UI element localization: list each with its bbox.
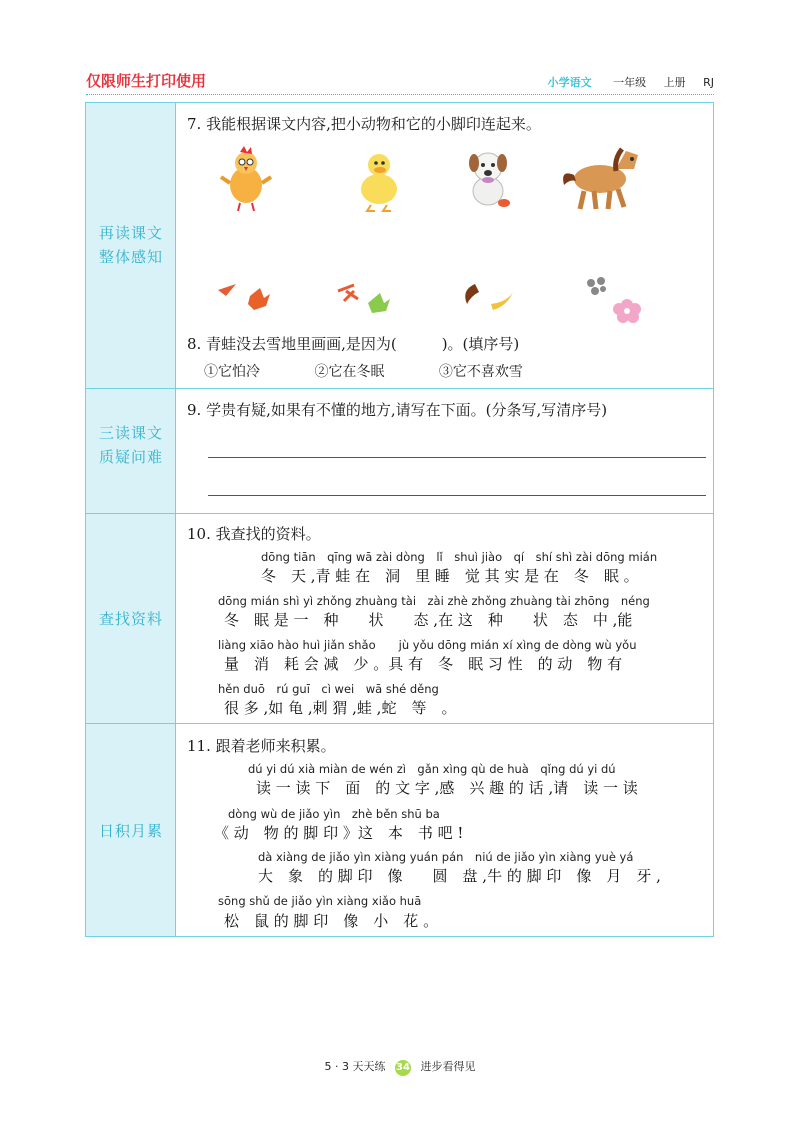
header-divider bbox=[86, 94, 714, 95]
book-info bbox=[542, 74, 714, 90]
pinyin-line: hěn duō rú guī cì wei wā shé děng bbox=[218, 682, 439, 696]
question-11: 11. 跟着老师来积累。 bbox=[187, 737, 336, 755]
rooster-picture[interactable] bbox=[216, 143, 276, 213]
duck-picture[interactable] bbox=[349, 145, 409, 213]
section-label-reread: 再读课文 整体感知 bbox=[98, 224, 163, 266]
print-notice: 仅限师生打印使用 bbox=[86, 72, 207, 90]
hanzi-line: 冬 眠 是 一 种 状 态 ,在 这 种 状 态 中 ,能 bbox=[224, 611, 633, 629]
section-label-accumulate: 日积月累 bbox=[98, 822, 163, 840]
question-7: 7. 我能根据课文内容,把小动物和它的小脚印连起来。 bbox=[187, 115, 541, 133]
question-9: 9. 学贵有疑,如果有不懂的地方,请写在下面。(分条写,写清序号) bbox=[187, 401, 608, 419]
pinyin-line: dà xiàng de jiǎo yìn xiàng yuán pán niú de jiǎo yìn xiàng yuè yá bbox=[258, 850, 634, 864]
question-8-options bbox=[204, 361, 573, 381]
puppy-footprint[interactable] bbox=[459, 278, 519, 318]
hanzi-line: 《 动 物 的 脚 印 》这 本 书 吧 ! bbox=[214, 824, 464, 842]
hanzi-line: 大 象 的 脚 印 像 圆 盘 ,牛 的 脚 印 像 月 牙 , bbox=[258, 867, 661, 885]
worksheet-table bbox=[85, 102, 714, 937]
section-divider bbox=[86, 513, 713, 514]
hanzi-line: 读 一 读 下 面 的 文 字 ,感 兴 趣 的 话 ,请 读 一 读 bbox=[256, 779, 638, 797]
question-10: 10. 我查找的资料。 bbox=[187, 525, 321, 543]
footer-slogan: 进步看得见 bbox=[420, 1060, 476, 1073]
horse-picture[interactable] bbox=[556, 139, 646, 215]
hanzi-line: 量 消 耗 会 减 少 。具 有 冬 眠 习 性 的 动 物 有 bbox=[224, 655, 623, 673]
answer-line[interactable] bbox=[208, 457, 706, 458]
section-divider bbox=[86, 388, 713, 389]
duck-footprint[interactable] bbox=[334, 281, 394, 321]
grade-label: 一年级 bbox=[613, 76, 647, 89]
hanzi-line: 松 鼠 的 脚 印 像 小 花 。 bbox=[224, 912, 439, 930]
horse-footprint[interactable] bbox=[581, 271, 651, 325]
page-footer bbox=[0, 1058, 800, 1076]
rooster-footprint[interactable] bbox=[214, 278, 274, 318]
footer-brand: 5 · 3 天天练 bbox=[324, 1060, 386, 1073]
hanzi-line: 冬 天 ,青 蛙 在 洞 里 睡 觉 其 实 是 在 冬 眠 。 bbox=[261, 567, 639, 585]
question-8: 8. 青蛙没去雪地里画画,是因为( )。(填序号) bbox=[187, 335, 520, 353]
subject-label: 小学语文 bbox=[547, 76, 592, 89]
pinyin-line: dōng mián shì yì zhǒng zhuàng tài zài zhè zhǒng zhuàng tài zhōng néng bbox=[218, 594, 650, 608]
section-label-research: 查找资料 bbox=[98, 610, 163, 628]
option-2[interactable]: ②它在冬眠 bbox=[314, 364, 385, 380]
option-1[interactable]: ①它怕冷 bbox=[204, 364, 260, 380]
page-number: 34 bbox=[395, 1060, 411, 1076]
pinyin-line: dòng wù de jiǎo yìn zhè běn shū ba bbox=[228, 807, 440, 821]
option-3[interactable]: ③它不喜欢雪 bbox=[438, 364, 523, 380]
edition-label: RJ bbox=[703, 76, 714, 89]
puppy-picture[interactable] bbox=[458, 143, 518, 213]
pinyin-line: dú yi dú xià miàn de wén zì gǎn xìng qù de huà qǐng dú yi dú bbox=[248, 762, 616, 776]
hanzi-line: 很 多 ,如 龟 ,刺 猬 ,蛙 ,蛇 等 。 bbox=[224, 699, 457, 717]
volume-label: 上册 bbox=[663, 76, 686, 89]
pinyin-line: sōng shǔ de jiǎo yìn xiàng xiǎo huā bbox=[218, 894, 422, 908]
section-label-question: 三读课文 质疑问难 bbox=[98, 424, 163, 466]
pinyin-line: dōng tiān qīng wā zài dòng lǐ shuì jiào qí shí shì zài dōng mián bbox=[261, 550, 658, 564]
pinyin-line: liàng xiāo hào huì jiǎn shǎo jù yǒu dōng mián xí xìng de dòng wù yǒu bbox=[218, 638, 637, 652]
answer-line[interactable] bbox=[208, 495, 706, 496]
section-divider bbox=[86, 723, 713, 724]
